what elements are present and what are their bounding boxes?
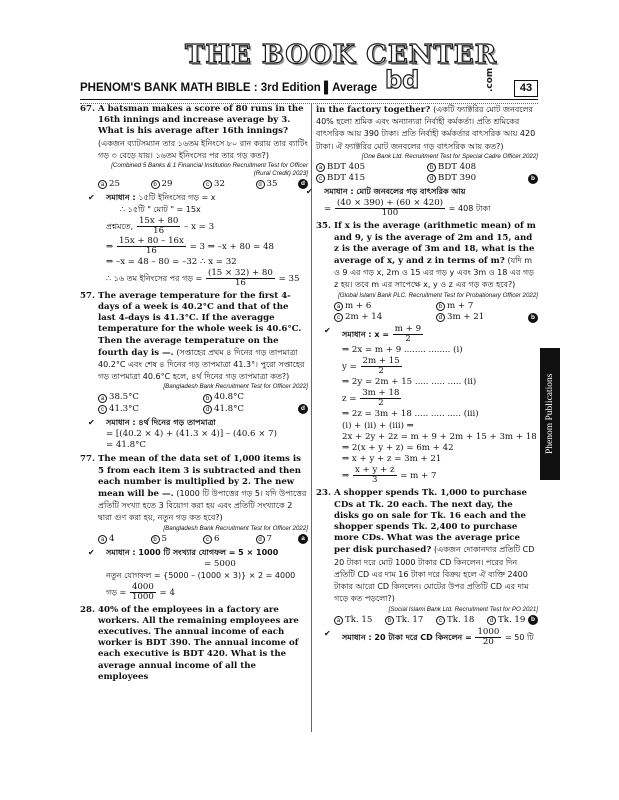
fraction bbox=[360, 389, 401, 408]
fraction-denominator: 2 bbox=[378, 366, 384, 377]
question-number: 67. bbox=[80, 104, 95, 114]
solution-line: ∴ ১৫টি " মোট " = 15x bbox=[120, 205, 201, 215]
fraction bbox=[117, 237, 186, 256]
solution-line: ⇒ 2(x + y + z) = 6m + 42 bbox=[342, 443, 454, 454]
option-text: 4 bbox=[109, 533, 115, 544]
solution-line: ⇒ x + y + z = 3m + 21 bbox=[342, 454, 442, 465]
question-text: If x is the average (arithmetic mean) of m and 9, y is the average of 2m and 15, and z is the average of 3m and 18, what is the average of x, y and z in terms of m? bbox=[334, 221, 536, 267]
solution-title: সমাধান : মোট জনবলের গড় বাৎসরিক আয় bbox=[324, 187, 466, 197]
option-key: c bbox=[316, 174, 325, 183]
solution-line bbox=[342, 628, 538, 647]
solution-line-text: = 35 bbox=[278, 273, 300, 284]
question-text-bangla: (1000 টি উপাত্তের গড় 5। যদি উপাত্তের প্রতিটি সংখ্যা হতে 3 বিয়োগ করা হয় এবং প্রতিটি সংখ্যাকে 2 দ্বারা গুণ করা হয়, নতুন গড় কত হবে?) bbox=[98, 489, 307, 523]
option-text: Tk. 17 bbox=[396, 614, 424, 625]
fraction-denominator: 2 bbox=[405, 334, 411, 345]
solution-line-text: = 4 bbox=[159, 587, 175, 598]
fraction bbox=[335, 199, 445, 218]
options bbox=[98, 534, 308, 545]
solution-line bbox=[106, 583, 308, 602]
question-35 bbox=[316, 221, 538, 485]
question-text: A batsman makes a score of 80 runs in the 16th innings and increase average by 3. What is his average after 16th innings? bbox=[98, 104, 304, 137]
option-text: 38.5°C bbox=[109, 392, 140, 403]
fraction-denominator: 2 bbox=[378, 398, 384, 409]
options bbox=[334, 615, 538, 626]
option-key: b bbox=[203, 394, 212, 403]
solution-line: ১৫টি ইনিংসের গড় = x bbox=[138, 193, 216, 203]
publisher-side-tab bbox=[540, 348, 560, 480]
solution-title: সমাধান : 1000 টি সংখ্যার যোগফল = 5 × 1000 bbox=[106, 547, 279, 557]
option-a bbox=[98, 179, 151, 190]
answer-badge: b bbox=[528, 615, 538, 625]
fraction-numerator: 2m + 15 bbox=[362, 356, 400, 367]
solution bbox=[324, 626, 538, 647]
question-source: [Global Islami Bank PLC. Recruitment Test for Probationary Officer 2022] bbox=[338, 291, 538, 299]
left-column bbox=[80, 104, 308, 686]
question-text: The average temperature for the first 4-days of a week is 40.2°C and that of the last 4-days is 41.3°C. If the averagge temperature for the whole week is 40.6°C. Then the average temperature on the fourth day is —. bbox=[98, 290, 302, 358]
check-icon: ✔ bbox=[88, 547, 95, 557]
solution-line bbox=[106, 237, 308, 256]
answer-badge: d bbox=[298, 179, 308, 189]
option-text: 7 bbox=[266, 533, 272, 544]
option-b bbox=[151, 534, 204, 545]
option-text: Tk. 19 bbox=[498, 614, 526, 625]
option-key: b bbox=[151, 535, 160, 544]
answer-badge: a bbox=[298, 534, 308, 544]
fraction bbox=[353, 466, 397, 485]
option-b bbox=[203, 392, 308, 403]
solution-line bbox=[342, 389, 538, 408]
check-icon: ✔ bbox=[324, 326, 331, 336]
solution-result: = 50 টি bbox=[505, 632, 534, 642]
option-a bbox=[98, 534, 151, 545]
option-key: d bbox=[256, 535, 265, 544]
option-key: b bbox=[151, 180, 160, 189]
fraction bbox=[206, 269, 275, 288]
option-key: c bbox=[334, 313, 343, 322]
check-icon: ✔ bbox=[324, 628, 331, 638]
question-text-bangla: (একটি ফ্যাক্টরির মোট জনবলের 40% হলো শ্রমিক এবং অন্যান্যরা নির্বাহী কর্মকর্তা। প্রতি শ্রমিকের বাৎসরিক আয় 390 টাকা। প্রতি নির্বাহী কর্মকর্তার বাৎসরিক আয় 420 টাকা। ঐ ফ্যাক্টরির মোট জনবলের গড় বাৎসরিক আয় কত?) bbox=[316, 105, 536, 151]
fraction-numerator: 3m + 18 bbox=[362, 388, 400, 399]
solution-title: সমাধান : bbox=[106, 193, 136, 203]
option-key: c bbox=[203, 180, 212, 189]
option-text: 41.8°C bbox=[214, 403, 245, 414]
option-b bbox=[385, 615, 436, 626]
option-key: d bbox=[203, 405, 212, 414]
fraction-numerator: 1000 bbox=[477, 626, 500, 637]
option-key: d bbox=[256, 180, 265, 189]
option-text: BDT 415 bbox=[327, 173, 366, 184]
fraction-numerator: 15x + 80 – 16x bbox=[118, 235, 184, 246]
answer-badge: d bbox=[298, 404, 308, 414]
solution-line: 2x + 2y + 2z = m + 9 + 2m + 15 + 3m + 18 bbox=[342, 431, 537, 442]
option-text: 40.8°C bbox=[214, 392, 245, 403]
option-b bbox=[427, 162, 538, 173]
option-text: 6 bbox=[214, 533, 220, 544]
publisher-name: Phenom Publications bbox=[545, 373, 555, 455]
question-source: [Bangladesh Bank Recruitment Test for Officer 2022] bbox=[163, 524, 308, 532]
check-icon: ✔ bbox=[88, 193, 95, 203]
fraction-denominator: 100 bbox=[381, 208, 399, 219]
option-key: a bbox=[334, 616, 343, 625]
question-source: [Social Islami Bank Ltd. Recruitment Test for PO 2021] bbox=[388, 605, 538, 613]
solution-line-text: z = bbox=[342, 394, 357, 405]
solution-line bbox=[106, 217, 308, 236]
solution bbox=[324, 324, 538, 486]
solution bbox=[88, 417, 308, 452]
question-number: 28. bbox=[80, 604, 95, 615]
option-text: Tk. 18 bbox=[447, 614, 475, 625]
option-d bbox=[203, 404, 308, 415]
solution-line: (i) + (ii) + (iii) ⇒ bbox=[342, 420, 414, 431]
solution-line bbox=[342, 325, 538, 344]
option-text: m + 7 bbox=[447, 300, 474, 311]
option-a bbox=[334, 615, 385, 626]
fraction-denominator: 3 bbox=[371, 475, 378, 486]
fraction bbox=[361, 357, 402, 376]
page-number: 43 bbox=[514, 80, 538, 97]
fraction bbox=[475, 628, 501, 647]
option-b bbox=[151, 179, 204, 190]
fraction-denominator: 16 bbox=[153, 225, 165, 236]
option-text: BDT 408 bbox=[438, 161, 477, 172]
options bbox=[98, 392, 308, 414]
check-icon: ✔ bbox=[88, 417, 95, 427]
option-text: 29 bbox=[161, 179, 173, 190]
solution-result: = 408 টাকা bbox=[448, 204, 491, 214]
solution-line: নতুন যোগফল = {5000 – (1000 × 3)} × 2 = 4000 bbox=[106, 571, 296, 581]
option-text: 41.3°C bbox=[109, 403, 140, 414]
solution-line: = [(40.2 × 4) + (41.3 × 4)] – (40.6 × 7) bbox=[106, 429, 277, 440]
solution-line: = 41.8°C bbox=[106, 440, 146, 451]
fraction-numerator: 15x + 80 bbox=[138, 215, 179, 226]
option-key: a bbox=[98, 394, 107, 403]
answer-badge: b bbox=[528, 313, 538, 323]
page-title: PHENOM'S BANK MATH BIBLE : 3rd Edition ▌Average bbox=[80, 82, 378, 94]
question-number: 77. bbox=[80, 454, 95, 465]
option-text: 25 bbox=[109, 179, 120, 190]
options bbox=[334, 301, 538, 323]
solution-line: = $\frac{(40 \times 390) + (60 \times 420)}{100}$ = 408 টাকা bbox=[324, 198, 491, 219]
page-header bbox=[80, 80, 538, 100]
option-b bbox=[436, 301, 538, 312]
option-c bbox=[203, 534, 256, 545]
solution-line-text: গড় = bbox=[106, 587, 127, 597]
question-text-bangla: (যদি m ও 9 এর গড় x, 2m ও 15 এর গড় y এবং 3m ও 18 এর গড় z হয়। তবে m এর সাপেক্ষে x, y ও z এর গড় কত হবে?) bbox=[334, 256, 534, 290]
option-c bbox=[334, 312, 436, 323]
solution-title: সমাধান : 20 টাকা দরে CD কিনলেন = bbox=[342, 632, 472, 642]
option-key: a bbox=[316, 163, 325, 172]
option-key: c bbox=[436, 616, 445, 625]
solution-line: ⇒ 2y = 2m + 15 ..... ..... ..... (ii) bbox=[342, 377, 477, 388]
solution-title: সমাধান : x = bbox=[342, 330, 390, 340]
question-source: [Bangladesh Bank Recruitment Test for Officer 2022] bbox=[163, 383, 308, 391]
question-text: in the factory together? bbox=[316, 105, 431, 115]
solution-line bbox=[106, 269, 308, 288]
fraction-numerator: 4000 bbox=[131, 581, 154, 592]
solution-line: ⇒ 2z = 3m + 18 ..... ..... ..... (iii) bbox=[342, 409, 479, 420]
fraction bbox=[137, 217, 180, 236]
question-source: [One Bank Ltd. Recruitment Test for Special Cadre Officer 2022] bbox=[361, 152, 538, 160]
question-source: [Combined 5 Banks & 1 Financial Institution Recruitment Test for Officer (Rural Credit) 2023] bbox=[111, 162, 308, 178]
option-key: d bbox=[487, 616, 496, 625]
solution-line bbox=[342, 466, 538, 485]
question-57 bbox=[80, 291, 308, 452]
option-key: b bbox=[436, 302, 445, 311]
fraction-numerator: (15 × 32) + 80 bbox=[207, 267, 273, 278]
question-text: The mean of the data set of 1,000 items is 5 from each item 3 is subtracted and then each number is multiplied by 2. The new mean will be —. bbox=[98, 454, 301, 500]
question-number: 35. bbox=[316, 221, 331, 232]
options bbox=[98, 179, 308, 190]
option-c bbox=[203, 179, 256, 190]
solution-line-text: = m + 7 bbox=[400, 471, 437, 482]
option-key: c bbox=[98, 405, 107, 414]
option-c bbox=[98, 404, 203, 415]
question-23 bbox=[316, 488, 538, 646]
question-28-continued bbox=[306, 104, 538, 219]
question-text-bangla: (একজন দোকানদার প্রতিটি CD 20 টাকা দরে মোট 1000 টাকার CD কিনলেন। পরের দিন প্রতিটি CD এর দাম 16 টাকা দরে বিক্রয় হলে ঐ ব্যক্তি 2400 টাকার আরো CD কিনলেন। মোটের উপর প্রতিটি CD এর দাম গড়ে কত পড়লো?) bbox=[334, 545, 535, 604]
question-67 bbox=[80, 104, 308, 288]
solution-line: ⇒ –x = 48 – 80 = –32 ∴ x = 32 bbox=[106, 256, 237, 267]
solution-line bbox=[342, 357, 538, 376]
column-divider bbox=[311, 104, 312, 732]
solution-line-text: ⇒ bbox=[106, 241, 114, 252]
solution-line-text: – x = 3 bbox=[184, 221, 215, 232]
logo-com-text: .com bbox=[485, 67, 495, 92]
option-text: 32 bbox=[214, 179, 225, 190]
option-key: d bbox=[427, 174, 436, 183]
fraction-numerator: m + 9 bbox=[394, 324, 422, 335]
option-key: a bbox=[98, 180, 107, 189]
option-key: c bbox=[203, 535, 212, 544]
option-text: BDT 405 bbox=[327, 161, 366, 172]
option-a bbox=[334, 301, 436, 312]
option-key: a bbox=[98, 535, 107, 544]
question-number: 23. bbox=[316, 488, 331, 499]
solution-line-text: ∴ ১৬ তম ইনিংসের পর গড় = bbox=[106, 273, 203, 283]
question-text-bangla: (সপ্তাহের প্রথম ৪ দিনের গড় তাপমাত্রা 40.2°C এবং শেষ ৪ দিনের গড় তাপমাত্রা 41.3°। পুরো সপ্তাহের গড় তাপমাত্রা 40.6°C হলে, ৪র্থ দিনের গড় তাপমাত্রা কত?) bbox=[98, 347, 305, 382]
answer-badge: b bbox=[528, 174, 538, 184]
fraction-denominator: 20 bbox=[482, 636, 494, 647]
solution-line: = 5000 bbox=[204, 559, 236, 570]
solution-title: সমাধান : ৪র্থ দিনের গড় তাপমাত্রা bbox=[106, 417, 216, 427]
options bbox=[316, 162, 538, 184]
fraction-denominator: 16 bbox=[234, 277, 246, 288]
solution-line: ⇒ 2x = m + 9 ........ ........ (i) bbox=[342, 345, 463, 356]
option-d bbox=[427, 173, 538, 184]
question-28 bbox=[80, 605, 308, 683]
solution-line-text: প্রশ্নমতে, bbox=[106, 221, 134, 231]
option-text: 2m + 14 bbox=[345, 311, 383, 322]
fraction-denominator: 1000 bbox=[131, 591, 154, 602]
solution bbox=[306, 186, 538, 219]
question-77 bbox=[80, 454, 308, 601]
question-number: 57. bbox=[80, 290, 95, 301]
option-a bbox=[316, 162, 427, 173]
fraction-numerator: (40 × 390) + (60 × 420) bbox=[336, 198, 444, 209]
solution bbox=[88, 192, 308, 288]
solution-line-text: = 3 ⇒ –x + 80 = 48 bbox=[189, 241, 275, 252]
solution-line-text: y = bbox=[342, 362, 357, 373]
check-icon: ✔ bbox=[306, 187, 313, 197]
option-key: b bbox=[427, 163, 436, 172]
solution-line-text: ⇒ bbox=[342, 471, 350, 482]
option-c bbox=[316, 173, 427, 184]
option-a bbox=[98, 392, 203, 403]
option-c bbox=[436, 615, 487, 626]
fraction-numerator: x + y + z bbox=[354, 465, 395, 476]
question-text: 40% of the employees in a factory are workers. All the remaining employees are executives. The annual income of each worker is BDT 390. The annual income of each executive is BDT 420. What is the average annual income of all the employees bbox=[98, 604, 299, 682]
option-key: a bbox=[334, 302, 343, 311]
question-text-bangla: (একজন ব্যাটসম্যান তার ১৬তম ইনিংসে ৮০ রান করায় তার ব্যাটিং গড় ৩ বেড়ে যায়। ১৬তম ইনিংসের পর তার গড় কত?) bbox=[98, 138, 308, 160]
option-text: 35 bbox=[266, 179, 278, 190]
solution bbox=[88, 547, 308, 602]
option-text: 5 bbox=[161, 533, 167, 544]
option-key: b bbox=[385, 616, 394, 625]
logo-bd-text: bd bbox=[385, 66, 420, 94]
fraction bbox=[130, 583, 156, 602]
option-text: Tk. 15 bbox=[345, 614, 373, 625]
option-text: BDT 390 bbox=[438, 173, 477, 184]
option-key: d bbox=[436, 313, 445, 322]
option-text: m + 6 bbox=[345, 300, 372, 311]
right-column bbox=[306, 104, 538, 650]
logo-main-text: THE BOOK CENTER bbox=[185, 40, 498, 70]
fraction bbox=[393, 325, 423, 344]
question-text: A shopper spends Tk. 1,000 to purchase CDs at Tk. 20 each. The next day, the disks go on sale for Tk. 16 each and the shopper spends Tk. 2,400 to purchase more CDs. What was the average price per disk purchased? bbox=[334, 488, 527, 556]
option-text: 3m + 21 bbox=[447, 311, 485, 322]
option-d bbox=[436, 312, 538, 323]
fraction-denominator: 16 bbox=[145, 245, 157, 256]
